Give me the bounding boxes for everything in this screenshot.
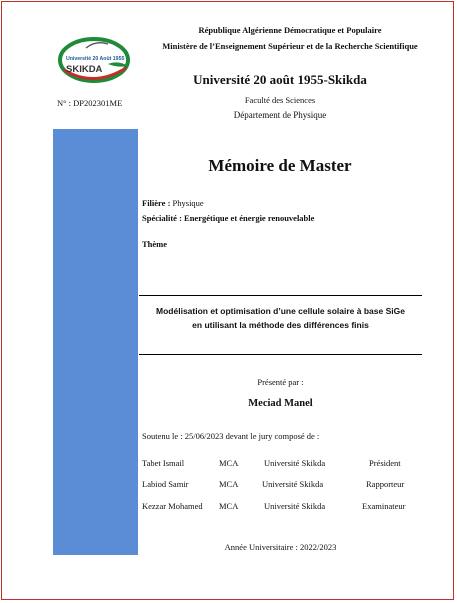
jury-row: [0, 479, 457, 491]
university-logo: [56, 34, 138, 88]
ministry-line: Ministère de l’Enseignement Supérieur et de la Recherche Scientifique: [162, 41, 418, 51]
jury-role: Président: [369, 458, 401, 468]
academic-year: Année Universitaire : 2022/2023: [224, 542, 337, 552]
jury-grade: MCA: [219, 479, 239, 489]
faculty-name: Faculté des Sciences: [244, 95, 316, 105]
theme-bottom-rule: [139, 354, 422, 355]
specialite-line: [142, 213, 314, 223]
filiere-label: Filière :: [142, 198, 171, 208]
filiere-value: Physique: [172, 198, 204, 208]
specialite-label: Spécialité :: [142, 213, 182, 223]
jury-name: Tabet Ismail: [142, 458, 185, 468]
jury-grade: MCA: [219, 501, 239, 511]
jury-role: Rapporteur: [366, 479, 405, 489]
document-title: Mémoire de Master: [208, 156, 352, 175]
theme-label: Thème: [142, 239, 168, 249]
jury-grade: MCA: [219, 458, 239, 468]
theme-line-1: Modélisation et optimisation d’une cellule solaire à base SiGe: [156, 306, 405, 316]
jury-row: [0, 458, 457, 470]
department-name: Département de Physique: [233, 110, 327, 120]
specialite-value: Energétique et énergie renouvelable: [184, 213, 315, 223]
jury-university: Université Skikda: [264, 458, 326, 468]
theme-line-2: en utilisant la méthode des différences finis: [192, 320, 369, 330]
theme-top-rule: [139, 295, 422, 296]
presented-by-label: Présenté par :: [257, 377, 304, 387]
jury-university: Université Skikda: [262, 479, 324, 489]
jury-row: [0, 501, 457, 513]
university-name: Université 20 août 1955-Skikda: [193, 72, 367, 87]
author-name: Meciad Manel: [248, 398, 313, 409]
blue-side-bar: [53, 129, 138, 555]
logo-ring-text: Université 20 Août 1955: [66, 56, 125, 62]
jury-name: Kezzar Mohamed: [142, 501, 203, 511]
logo-name: SKIKDA: [66, 64, 103, 75]
reference-number: N° : DP202301ME: [57, 98, 123, 108]
jury-university: Université Skikda: [264, 501, 326, 511]
jury-name: Labiod Samir: [142, 479, 189, 489]
filiere-line: [142, 198, 204, 208]
jury-role: Examinateur: [362, 501, 406, 511]
jury-intro: Soutenu le : 25/06/2023 devant le jury composé de :: [142, 431, 320, 441]
republic-line: République Algérienne Démocratique et Populaire: [198, 25, 382, 35]
